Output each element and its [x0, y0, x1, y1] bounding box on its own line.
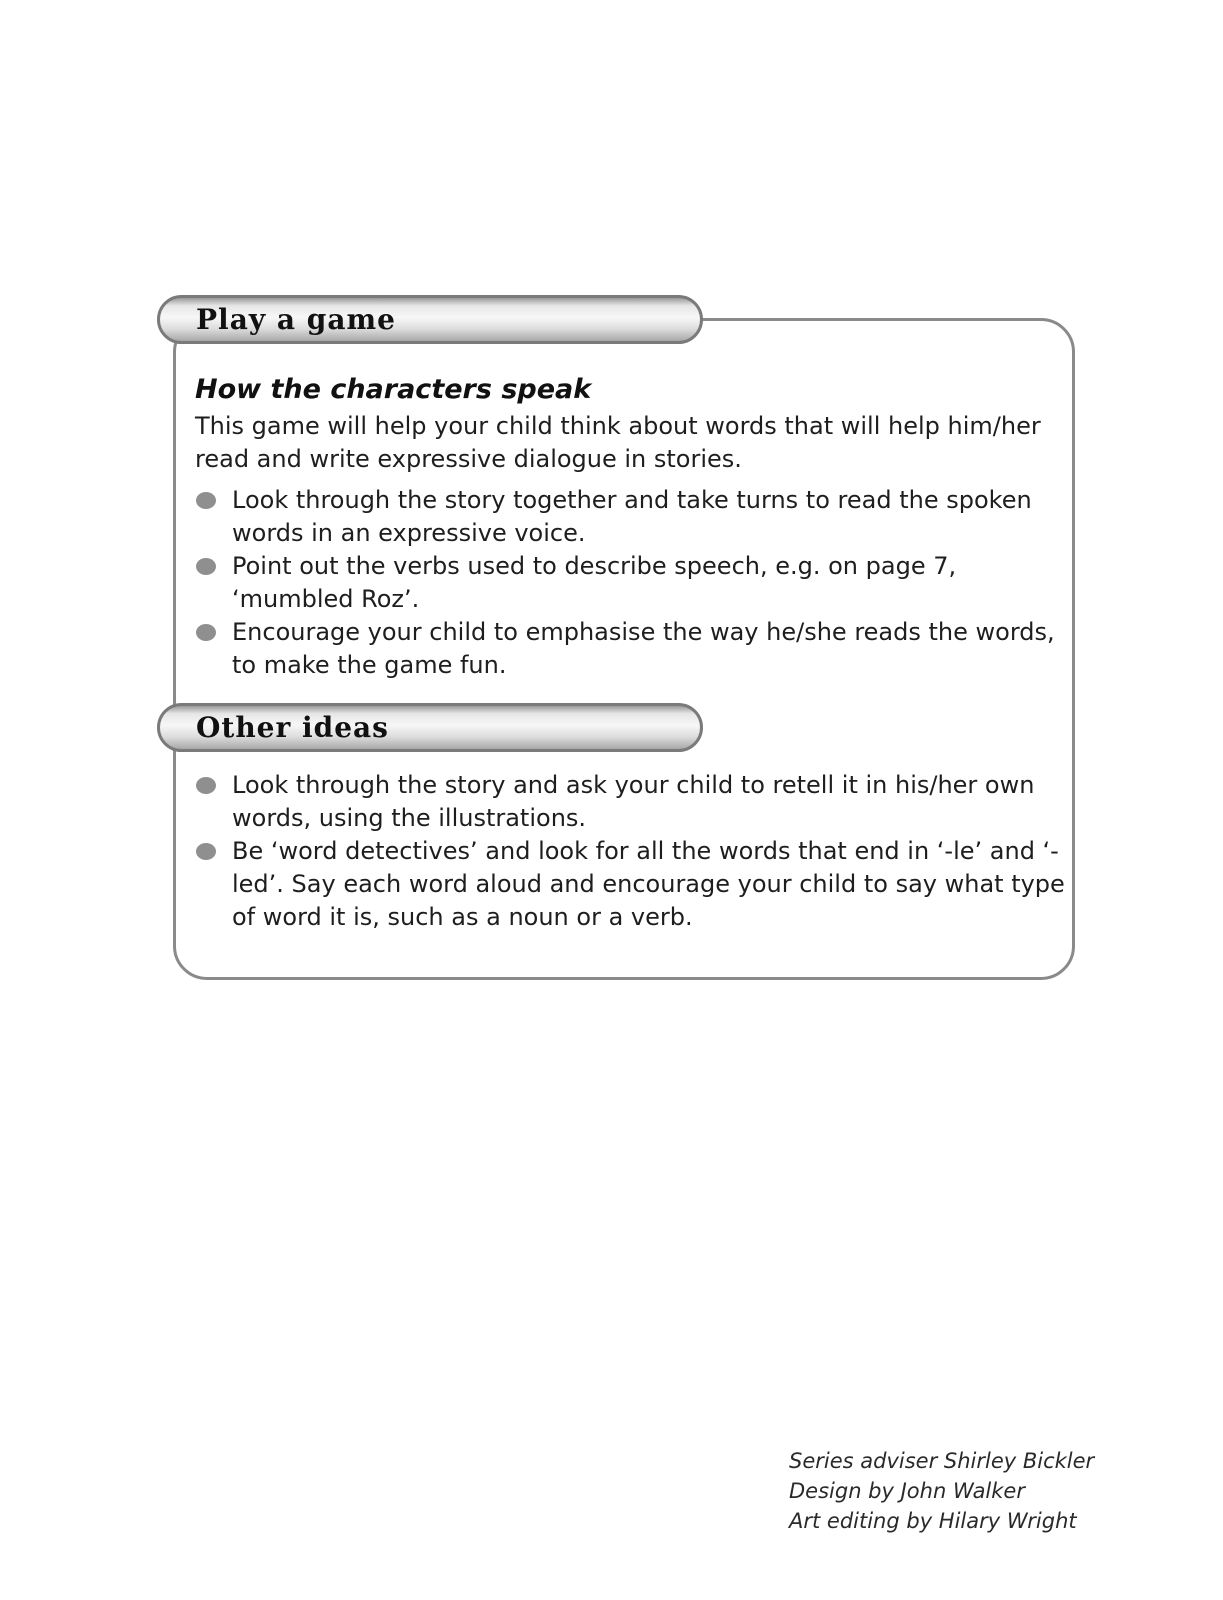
list-item — [195, 616, 1075, 682]
bullet-icon — [196, 843, 216, 860]
game-intro: This game will help your child think about words that will help him/her read and write expressive dialogue in stories. — [195, 412, 1041, 473]
game-heading: How the characters speak — [195, 374, 592, 405]
list-item — [195, 484, 1075, 550]
list-item-text: Be ‘word detectives’ and look for all the words that end in ‘-le’ and ‘-led’. Say each word aloud and encourage your child to say what type of word it is, such as a noun or a verb. — [232, 837, 1065, 931]
credit-design: Design by John Walker — [789, 1479, 1025, 1503]
bullet-icon — [196, 624, 216, 641]
list-item — [195, 550, 1075, 616]
list-item-text: Encourage your child to emphasise the way he/she reads the words, to make the game fun. — [232, 618, 1055, 679]
play-a-game-list — [195, 484, 1075, 682]
bullet-icon — [196, 558, 216, 575]
other-ideas-title: Other ideas — [196, 711, 389, 744]
bullet-icon — [196, 492, 216, 509]
list-item-text: Point out the verbs used to describe speech, e.g. on page 7, ‘mumbled Roz’. — [232, 552, 957, 613]
play-a-game-tab — [157, 295, 703, 344]
credit-art-editing: Art editing by Hilary Wright — [789, 1509, 1077, 1533]
bullet-icon — [196, 777, 216, 794]
list-item-text: Look through the story together and take turns to read the spoken words in an expressive voice. — [232, 486, 1032, 547]
credits — [789, 1446, 1094, 1536]
other-ideas-tab — [157, 703, 703, 752]
list-item — [195, 769, 1075, 835]
play-a-game-title: Play a game — [196, 303, 396, 336]
other-ideas-list — [195, 769, 1075, 934]
list-item-text: Look through the story and ask your child to retell it in his/her own words, using the illustrations. — [232, 771, 1035, 832]
list-item — [195, 835, 1075, 934]
credit-series-adviser: Series adviser Shirley Bickler — [789, 1449, 1095, 1473]
